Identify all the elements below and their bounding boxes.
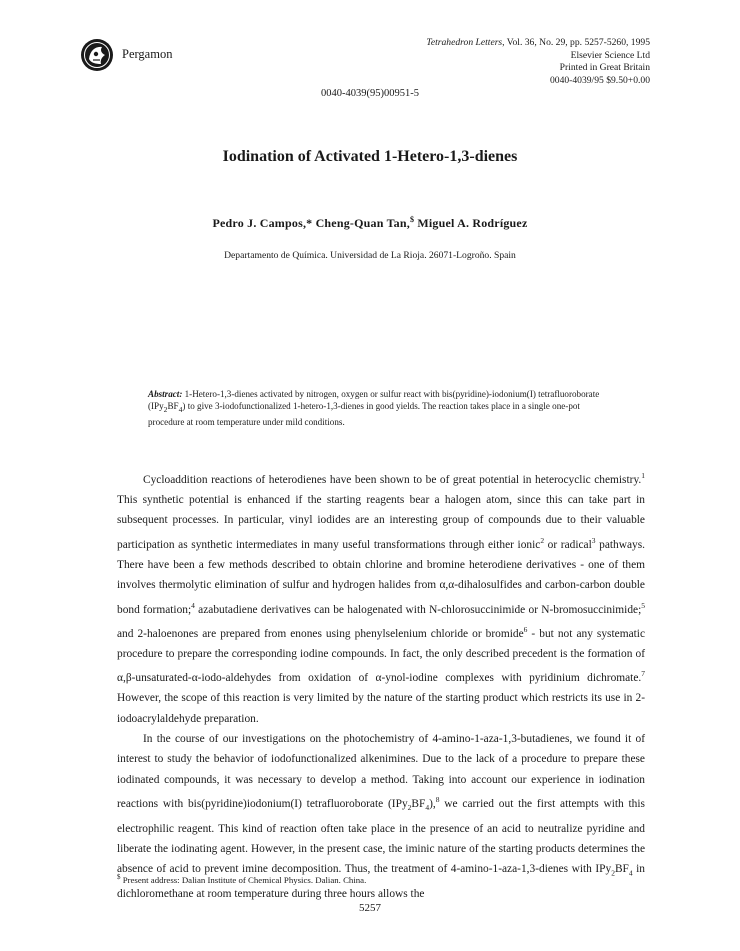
footnote-mark: $: [117, 873, 121, 881]
ref-mark: 2: [540, 535, 545, 545]
journal-line-4: 0040-4039/95 $9.50+0.00: [549, 74, 650, 86]
text-run: pathways. There have been a few methods described to obtain chlorine and bromine heterodiene derivatives - one of them involves thermolytic elimination of sulfur and hydrogen halides from α,α-dihalosulfides and carbon-carbon double bond formation;: [117, 538, 645, 616]
subscript: 4: [628, 868, 633, 878]
text-run: In the course of our investigations on the photochemistry of 4-amino-1-aza-1,3-butadienes, we found it of interest to study the behavior of iodofunctionalized alkenimines. Due to the lack of a procedure to prepare these iodinated compounds, it was necessary to develop a method. Taking into account our experience in iodination reactions with bis(pyridine)iodonium(I) tetrafluoroborate (IPy: [117, 733, 645, 810]
journal-citation: [426, 37, 650, 87]
footnote-text: Present address: Dalian Institute of Chemical Physics. Dalian. China.: [120, 874, 367, 885]
ref-mark: 8: [435, 795, 440, 805]
text-run: However, the scope of this reaction is very limited by the nature of the starting product which restricts its use in 2-iodoacrylaldehyde preparation.: [117, 692, 645, 725]
abstract: [148, 388, 608, 428]
subscript: 4: [425, 803, 430, 813]
ref-mark: 3: [591, 535, 596, 545]
pergamon-logo-icon: [80, 38, 114, 72]
paper-title: Iodination of Activated 1-Hetero-1,3-dienes: [222, 148, 518, 165]
footnote: [117, 873, 366, 885]
text-run: azabutadiene derivatives can be halogenated with N-chlorosuccinimide or N-bromosuccinimide;: [194, 603, 642, 616]
subscript: 2: [611, 868, 615, 878]
ref-mark: 1: [641, 471, 645, 480]
text-run: in dichloromethane at room temperature during three hours allows the: [117, 863, 645, 900]
text-run: This synthetic potential is enhanced if the starting reagents bear a halogen atom, since this can take part in subsequent processes. In particular, vinyl iodides are an interesting group of compounds due to their valuable participation as synthetic intermediates in many useful transformations through either ionic: [117, 494, 645, 551]
abstract-text: BF: [167, 401, 179, 412]
publisher-name: Pergamon: [122, 47, 173, 61]
abstract-text: 1-Hetero-1,3-dienes activated by nitrogen, oxygen or sulfur react with bis(pyridine)-iodonium(I) tetrafluoroborate (IPy: [148, 389, 600, 412]
author-list: [0, 215, 740, 231]
author-3: Miguel A. Rodríguez: [417, 216, 528, 230]
journal-line-2: Elsevier Science Ltd: [570, 49, 650, 61]
text-run: we carried out the first attempts with this electrophilic reagent. This kind of reaction often take place in the presence of an acid to neutralize pyridine and liberate the iodinating agent. However, in the present case, the iminic nature of the starting products determines the absence of acid to prevent imine decomposition. Thus, the treatment of 4-amino-1-aza-1,3-dienes with IPy: [117, 797, 645, 876]
author-2: Cheng-Quan Tan,: [315, 216, 410, 230]
affiliation: Departamento de Química. Universidad de La Rioja. 26071-Logroño. Spain: [224, 250, 516, 261]
journal-line-3: Printed in Great Britain: [559, 62, 650, 73]
body-text: [117, 466, 645, 904]
ref-mark: 5: [641, 600, 645, 610]
abstract-label: Abstract:: [148, 389, 183, 399]
text-run: - but not any systematic procedure to prepare the corresponding iodine compounds. In fact, the only described precedent is the formation of α,β-unsaturated-α-iodo-aldehydes from oxidation of α-ynol-iodine complexes with pyridinium dichromate.: [117, 627, 646, 685]
subscript: 4: [178, 405, 183, 415]
subscript: 2: [407, 803, 412, 813]
text-run: BF: [411, 797, 426, 810]
author-1: Pedro J. Campos,: [212, 216, 307, 230]
text-run: or radical: [544, 538, 592, 551]
subscript: 2: [163, 405, 168, 415]
text-run: and 2-haloenones are prepared from enones using phenylselenium chloride or bromide: [117, 627, 524, 640]
paragraph-1: [117, 466, 645, 729]
text-run: Cycloaddition reactions of heterodienes have been shown to be of great potential in heterocyclic chemistry.: [143, 473, 642, 486]
text-run: ),: [429, 797, 436, 810]
ref-mark: 4: [191, 600, 195, 610]
page-number: 5257: [359, 902, 381, 914]
abstract-text: ) to give 3-iodofunctionalized 1-hetero-1,3-dienes in good yields. The reaction takes place in a single one-pot procedure at room temperature under mild conditions.: [148, 401, 580, 428]
journal-volume: , Vol. 36, No. 29, pp. 5257-5260, 1995: [502, 37, 650, 48]
journal-line-1: [426, 37, 650, 50]
journal-name: Tetrahedron Letters: [426, 37, 503, 48]
ref-mark: 7: [641, 669, 645, 679]
author-1-mark: *: [306, 216, 313, 230]
text-run: BF: [614, 863, 629, 876]
doc-id: 0040-4039(95)00951-5: [321, 88, 419, 99]
ref-mark: 6: [523, 624, 528, 634]
author-2-mark: $: [409, 215, 415, 224]
